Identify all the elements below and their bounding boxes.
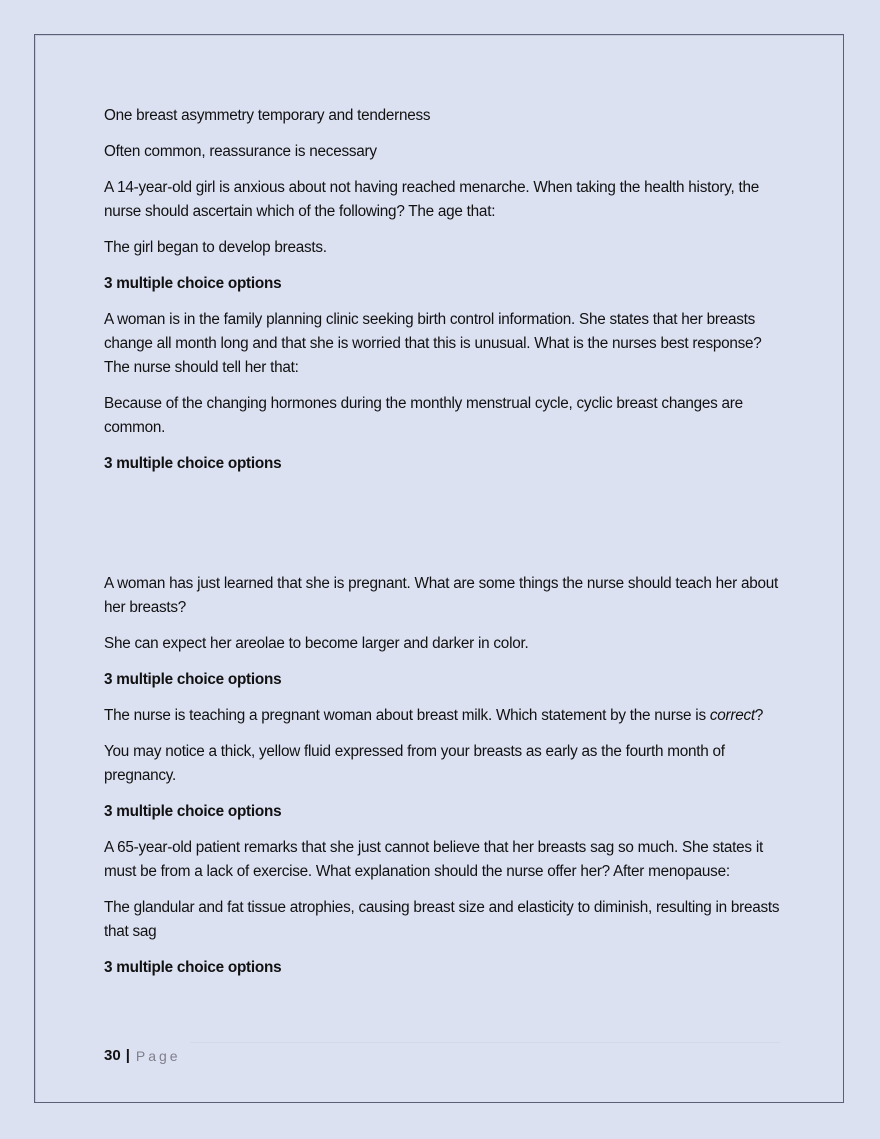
document-body: [104, 104, 784, 992]
paragraph-answer-note: Often common, reassurance is necessary: [104, 143, 377, 160]
paragraph-question: A woman has just learned that she is pregnant. What are some things the nurse should teach her about her breasts?: [104, 575, 778, 616]
paragraph-answer: You may notice a thick, yellow fluid expressed from your breasts as early as the fourth month of pregnancy.: [104, 743, 725, 784]
paragraph-question: A 14-year-old girl is anxious about not having reached menarche. When taking the health history, the nurse should ascertain which of the following? The age that:: [104, 179, 759, 220]
footer-separator: |: [125, 1047, 130, 1064]
paragraph-options-label: 3 multiple choice options: [104, 455, 282, 472]
paragraph-answer: She can expect her areolae to become larger and darker in color.: [104, 635, 529, 652]
page-label: Page: [135, 1048, 181, 1064]
page-footer: [104, 1044, 181, 1068]
paragraph-question: A woman is in the family planning clinic seeking birth control information. She states that her breasts change all month long and that she is worried that this is unusual. What is the nurses best response? The nurse should tell her that:: [104, 311, 762, 376]
paragraph-answer: The girl began to develop breasts.: [104, 239, 327, 256]
blank-space: [104, 488, 784, 572]
paragraph-answer: Because of the changing hormones during the monthly menstrual cycle, cyclic breast changes are common.: [104, 395, 743, 436]
paragraph-options-label: 3 multiple choice options: [104, 275, 282, 292]
paragraph-options-label: 3 multiple choice options: [104, 671, 282, 688]
paragraph-options-label: 3 multiple choice options: [104, 803, 282, 820]
page-number: 30: [104, 1047, 121, 1064]
paragraph-options-label: 3 multiple choice options: [104, 959, 282, 976]
question-text: The nurse is teaching a pregnant woman about breast milk. Which statement by the nurse is: [104, 707, 710, 724]
paragraph-question: A 65-year-old patient remarks that she just cannot believe that her breasts sag so much. She states it must be from a lack of exercise. What explanation should the nurse offer her? After menopause:: [104, 839, 763, 880]
paragraph-question: [104, 704, 784, 728]
footer-divider: [190, 1042, 780, 1043]
paragraph-answer: The glandular and fat tissue atrophies, causing breast size and elasticity to diminish, resulting in breasts that sag: [104, 899, 780, 940]
emphasis-text: correct: [709, 707, 755, 724]
paragraph-answer-note: One breast asymmetry temporary and tenderness: [104, 107, 431, 124]
question-punctuation: ?: [754, 707, 764, 724]
